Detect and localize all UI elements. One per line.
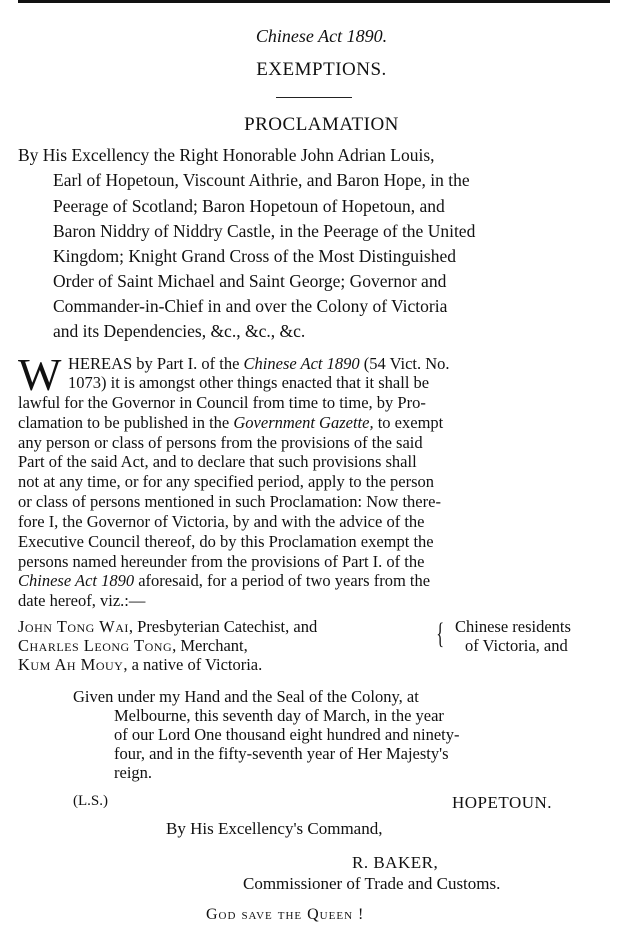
closing-line: God save the Queen ! xyxy=(206,906,365,923)
top-rule xyxy=(18,0,610,3)
gazette-reference: Government Gazette, xyxy=(233,413,374,432)
body-line: persons named hereunder from the provisions of Part I. of the xyxy=(18,552,425,571)
person-entry: John Tong Wai, Presbyterian Catechist, and xyxy=(18,617,318,636)
body-line: clamation to be published in the Government Gazette, to exempt xyxy=(18,413,444,432)
intro-line: Order of Saint Michael and Saint George; Governor and xyxy=(53,271,447,291)
intro-line: Earl of Hopetoun, Viscount Aithrie, and Baron Hope, in the xyxy=(53,170,470,190)
brace-mark: { xyxy=(436,617,445,650)
body-line: Executive Council thereof, do by this Proclamation exempt the xyxy=(18,532,434,551)
person-entry: Kum Ah Mouy, a native of Victoria. xyxy=(18,655,263,674)
intro-line: Peerage of Scotland; Baron Hopetoun of Hopetoun, and xyxy=(53,196,445,216)
exemptions-heading: EXEMPTIONS. xyxy=(256,59,387,80)
residents-note: of Victoria, and xyxy=(465,636,568,655)
command-line: By His Excellency's Command, xyxy=(166,819,383,838)
intro-line: Commander-in-Chief in and over the Colony of Victoria xyxy=(53,296,448,316)
proclamation-title: PROCLAMATION xyxy=(244,114,399,135)
person-name: Charles Leong Tong xyxy=(18,636,173,655)
seal-mark: (L.S.) xyxy=(73,793,108,809)
body-line: not at any time, or for any specified period, apply to the person xyxy=(18,472,435,491)
body-line: or class of persons mentioned in such Proclamation: Now there- xyxy=(18,492,441,511)
body-line: fore I, the Governor of Victoria, by and with the advice of the xyxy=(18,512,425,531)
residents-note: Chinese residents xyxy=(455,617,571,636)
secretary-name: R. BAKER, xyxy=(352,853,439,872)
person-entry: Charles Leong Tong, Merchant, xyxy=(18,636,248,655)
person-name: Kum Ah Mouy xyxy=(18,655,124,674)
given-line: Melbourne, this seventh day of March, in the year xyxy=(114,706,444,725)
body-line: lawful for the Governor in Council from time to time, by Pro- xyxy=(18,393,426,412)
body-line: Chinese Act 1890 aforesaid, for a period of two years from the xyxy=(18,571,431,590)
given-line: reign. xyxy=(114,763,153,782)
body-line: any person or class of persons from the provisions of the said xyxy=(18,433,423,452)
act-title: Chinese Act 1890. xyxy=(255,26,388,46)
person-name: John Tong Wai xyxy=(18,617,129,636)
intro-line: and its Dependencies, &c., &c., &c. xyxy=(53,321,306,341)
given-line: four, and in the fifty-seventh year of Her Majesty's xyxy=(114,744,449,763)
body-line: Part of the said Act, and to declare that such provisions shall xyxy=(18,452,417,471)
intro-line: Kingdom; Knight Grand Cross of the Most Distinguished xyxy=(53,246,456,266)
act-reference: Chinese Act 1890 xyxy=(18,571,135,590)
intro-line: By His Excellency the Right Honorable John Adrian Louis, xyxy=(18,145,435,165)
given-line: Given under my Hand and the Seal of the Colony, at xyxy=(73,687,419,706)
given-line: of our Lord One thousand eight hundred and ninety- xyxy=(114,725,460,744)
intro-line: Baron Niddry of Niddry Castle, in the Peerage of the United xyxy=(53,221,476,241)
body-line: HEREAS by Part I. of the Chinese Act 1890 (54 Vict. No. xyxy=(68,354,450,373)
body-line: 1073) it is amongst other things enacted that it shall be xyxy=(68,373,430,392)
act-reference: Chinese Act 1890 xyxy=(243,354,360,373)
secretary-title: Commissioner of Trade and Customs. xyxy=(243,874,501,893)
short-rule xyxy=(276,97,352,98)
signature-hopetoun: HOPETOUN. xyxy=(452,793,553,812)
body-line: date hereof, viz.:— xyxy=(18,591,146,610)
drop-cap: W xyxy=(18,349,62,400)
